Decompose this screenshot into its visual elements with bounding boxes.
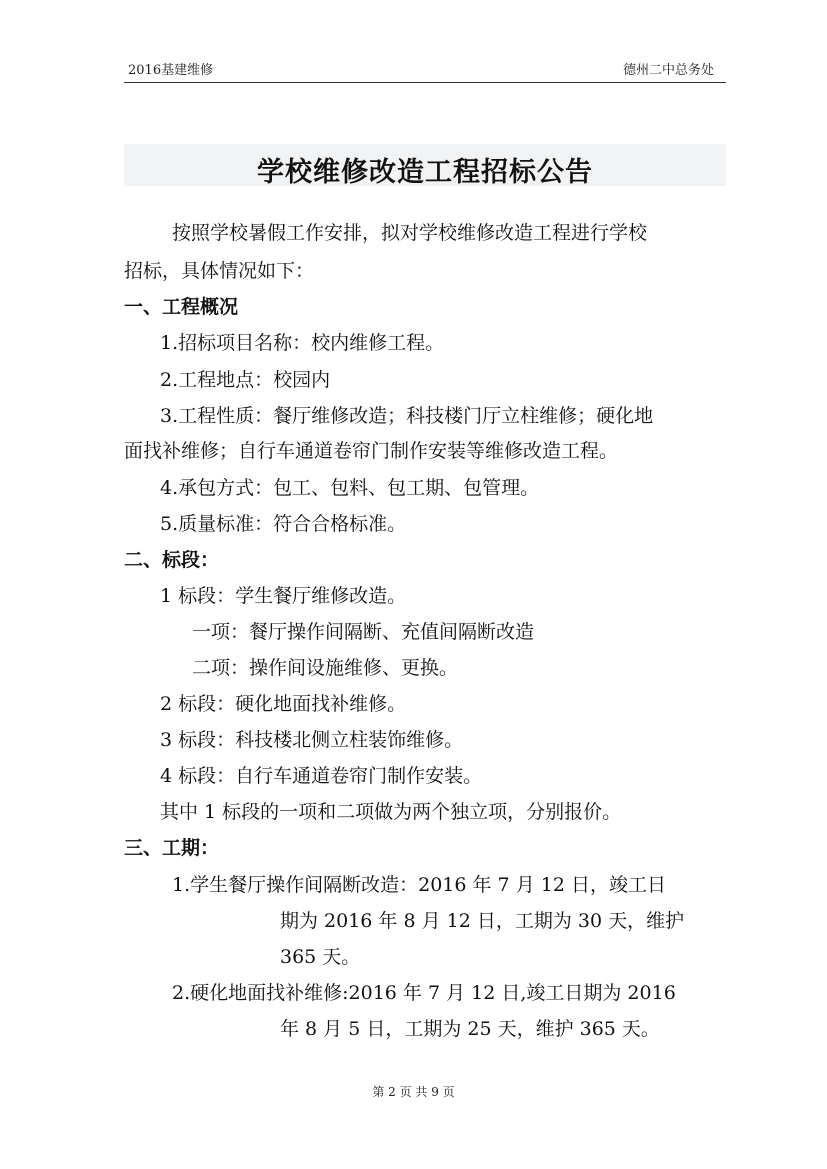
section-heading-overview: 一、工程概况 <box>124 296 239 318</box>
schedule-item-1b: 期为 2016 年 8 月 12 日，工期为 30 天，维护 <box>280 910 685 932</box>
section-heading-lots: 二、标段： <box>124 549 220 571</box>
header-rule <box>124 82 726 83</box>
schedule-item-1a: 1.学生餐厅操作间隔断改造：2016 年 7 月 12 日，竣工日 <box>172 874 666 896</box>
lot-1: 1 标段：学生餐厅维修改造。 <box>160 585 407 607</box>
page-title: 学校维修改造工程招标公告 <box>257 157 593 188</box>
schedule-item-2a: 2.硬化地面找补维修:2016 年 7 月 12 日,竣工日期为 2016 <box>172 982 676 1004</box>
header-left-text: 2016基建维修 <box>128 63 214 78</box>
overview-item-3b: 面找补维修；自行车通道卷帘门制作安装等维修改造工程。 <box>124 440 619 462</box>
schedule-item-1c: 365 天。 <box>280 946 361 968</box>
lot-1-sub-2: 二项：操作间设施维修、更换。 <box>192 657 459 679</box>
lot-3: 3 标段：科技楼北侧立柱装饰维修。 <box>160 729 464 751</box>
page-header <box>124 56 724 80</box>
intro-line-2: 招标，具体情况如下： <box>124 260 315 282</box>
overview-item-1: 1.招标项目名称：校内维修工程。 <box>160 332 445 354</box>
title-banner <box>124 144 726 186</box>
lot-4: 4 标段：自行车通道卷帘门制作安装。 <box>160 765 483 787</box>
intro-line-1: 按照学校暑假工作安排，拟对学校维修改造工程进行学校 <box>172 222 648 244</box>
section-heading-schedule: 三、工期： <box>124 837 220 859</box>
header-right-text: 德州二中总务处 <box>622 63 714 78</box>
overview-item-4: 4.承包方式：包工、包料、包工期、包管理。 <box>160 477 540 499</box>
schedule-item-2b: 年 8 月 5 日，工期为 25 天，维护 365 天。 <box>280 1018 660 1040</box>
lots-note: 其中 1 标段的一项和二项做为两个独立项，分别报价。 <box>160 801 622 823</box>
overview-item-3a: 3.工程性质：餐厅维修改造；科技楼门厅立柱维修；硬化地 <box>160 405 654 427</box>
overview-item-2: 2.工程地点：校园内 <box>160 369 331 391</box>
lot-1-sub-1: 一项：餐厅操作间隔断、充值间隔断改造 <box>192 621 535 643</box>
lot-2: 2 标段：硬化地面找补维修。 <box>160 693 407 715</box>
page-number: 第 2 页 共 9 页 <box>372 1085 455 1099</box>
overview-item-5: 5.质量标准：符合合格标准。 <box>160 513 407 535</box>
